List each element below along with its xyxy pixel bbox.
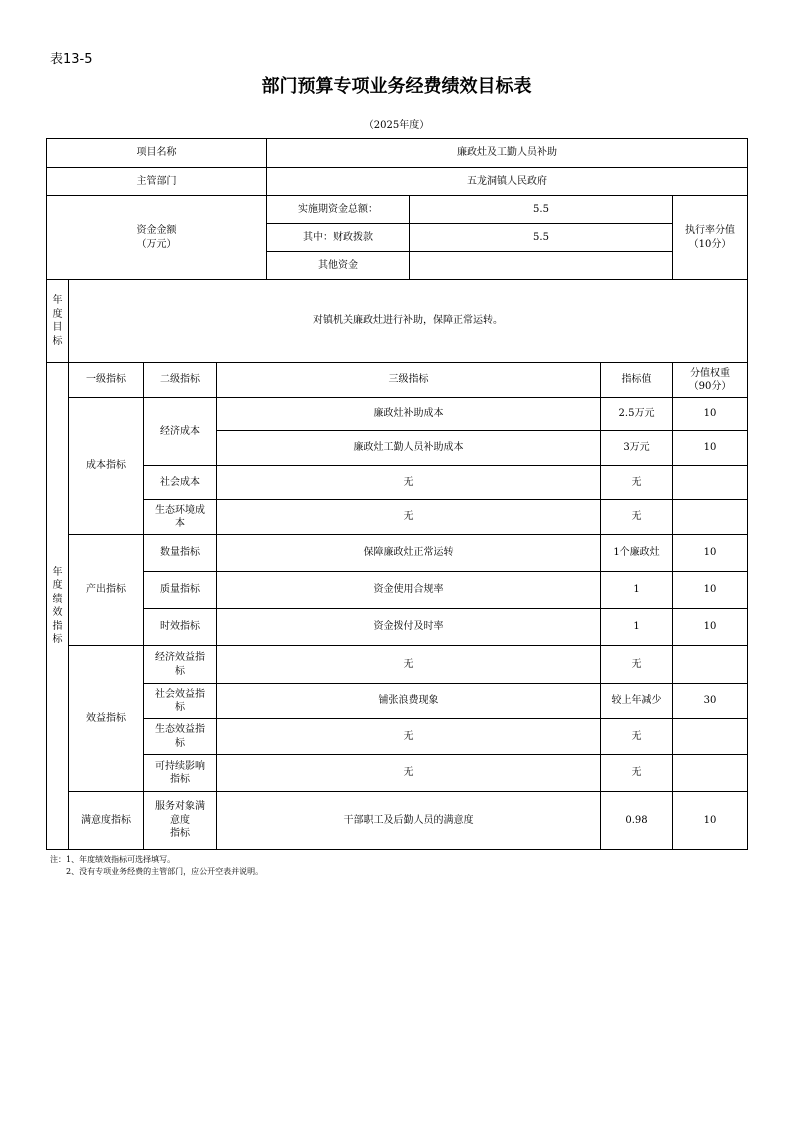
weight-cell: 30 (673, 684, 748, 719)
level3-cell: 无 (217, 466, 601, 500)
level2-cell: 社会效益指 标 (144, 684, 217, 719)
level3-cell: 廉政灶补助成本 (217, 398, 601, 431)
footnote-1: 注：1、年度绩效指标可选择填写。 (50, 855, 176, 864)
level1-header: 一级指标 (69, 363, 144, 398)
level2-cell: 质量指标 (144, 572, 217, 609)
project-name-row (47, 139, 748, 168)
level3-cell: 干部职工及后勤人员的满意度 (217, 792, 601, 850)
fiscal-year: （2025年度） (363, 120, 430, 131)
value-cell: 无 (601, 466, 673, 500)
table-row (47, 719, 748, 755)
level3-header: 三级指标 (217, 363, 601, 398)
project-name-value: 廉政灶及工勤人员补助 (267, 139, 748, 168)
total-fund-label: 实施期资金总额： (267, 196, 410, 224)
value-cell: 无 (601, 755, 673, 792)
footnotes (50, 854, 263, 878)
weight-cell (673, 500, 748, 535)
fund-total-row (47, 196, 748, 224)
satisfaction-indicator-group: 满意度指标 (69, 792, 144, 850)
level2-cell: 社会成本 (144, 466, 217, 500)
table-number: 表13-5 (50, 52, 93, 67)
weight-cell (673, 719, 748, 755)
value-cell: 无 (601, 719, 673, 755)
value-cell: 1 (601, 609, 673, 646)
other-fund-value (410, 252, 673, 280)
value-header: 指标值 (601, 363, 673, 398)
project-name-label: 项目名称 (47, 139, 267, 168)
level3-cell: 资金拨付及时率 (217, 609, 601, 646)
weight-cell: 10 (673, 431, 748, 466)
weight-cell: 10 (673, 535, 748, 572)
table-row (47, 684, 748, 719)
output-indicator-group: 产出指标 (69, 535, 144, 646)
level3-cell: 无 (217, 719, 601, 755)
other-fund-label: 其他资金 (267, 252, 410, 280)
department-value: 五龙洞镇人民政府 (267, 168, 748, 196)
weight-cell: 10 (673, 398, 748, 431)
header-row (47, 363, 748, 398)
level2-cell: 生态环境成 本 (144, 500, 217, 535)
benefit-indicator-group: 效益指标 (69, 646, 144, 792)
value-cell: 0.98 (601, 792, 673, 850)
table-row (47, 792, 748, 850)
level3-cell: 无 (217, 646, 601, 684)
value-cell: 1个廉政灶 (601, 535, 673, 572)
annual-goal-text: 对镇机关廉政灶进行补助，保障正常运转。 (69, 280, 748, 363)
level2-cell: 生态效益指 标 (144, 719, 217, 755)
table-row (47, 500, 748, 535)
level3-cell: 资金使用合规率 (217, 572, 601, 609)
fiscal-fund-value: 5.5 (410, 224, 673, 252)
fiscal-fund-label: 其中：财政拨款 (267, 224, 410, 252)
annual-goal-row (47, 280, 748, 363)
weight-cell: 10 (673, 572, 748, 609)
table-row (47, 535, 748, 572)
level3-cell: 铺张浪费现象 (217, 684, 601, 719)
fund-amount-label (47, 196, 267, 280)
table-row (47, 755, 748, 792)
value-cell: 无 (601, 646, 673, 684)
cost-indicator-group: 成本指标 (69, 398, 144, 535)
table-row (47, 466, 748, 500)
level2-cell: 经济效益指 标 (144, 646, 217, 684)
level2-cell: 服务对象满 意度 指标 (144, 792, 217, 850)
annual-goal-label: 年 度 目 标 (47, 280, 69, 363)
fund-amount-label-line2: （万元） (136, 238, 177, 250)
weight-cell: 10 (673, 792, 748, 850)
weight-cell (673, 755, 748, 792)
performance-table (46, 138, 748, 850)
value-cell: 3万元 (601, 431, 673, 466)
level2-cell: 数量指标 (144, 535, 217, 572)
value-cell: 1 (601, 572, 673, 609)
level3-cell: 保障廉政灶正常运转 (217, 535, 601, 572)
value-cell: 2.5万元 (601, 398, 673, 431)
performance-indicator-label: 年 度 绩 效 指 标 (47, 363, 69, 850)
fund-amount-label-line1: 资金金额 (136, 225, 177, 236)
table-row (47, 609, 748, 646)
economic-cost-label: 经济成本 (144, 398, 217, 466)
value-cell: 较上年减少 (601, 684, 673, 719)
page-title: 部门预算专项业务经费绩效目标表 (261, 76, 532, 97)
total-fund-value: 5.5 (410, 196, 673, 224)
execution-rate-line2: （10分） (688, 238, 732, 250)
level2-header: 二级指标 (144, 363, 217, 398)
weight-cell (673, 466, 748, 500)
table-row (47, 646, 748, 684)
level3-cell: 无 (217, 500, 601, 535)
department-row (47, 168, 748, 196)
table-row (47, 398, 748, 431)
weight-header: 分值权重 （90分） (673, 363, 748, 398)
footnote-2: 2、没有专项业务经费的主管部门，应公开空表并说明。 (66, 867, 264, 876)
weight-cell: 10 (673, 609, 748, 646)
level2-cell: 可持续影响 指标 (144, 755, 217, 792)
level3-cell: 无 (217, 755, 601, 792)
department-label: 主管部门 (47, 168, 267, 196)
level3-cell: 廉政灶工勤人员补助成本 (217, 431, 601, 466)
weight-cell (673, 646, 748, 684)
execution-rate-label (673, 196, 748, 280)
execution-rate-line1: 执行率分值 (685, 225, 735, 236)
level2-cell: 时效指标 (144, 609, 217, 646)
value-cell: 无 (601, 500, 673, 535)
table-row (47, 572, 748, 609)
